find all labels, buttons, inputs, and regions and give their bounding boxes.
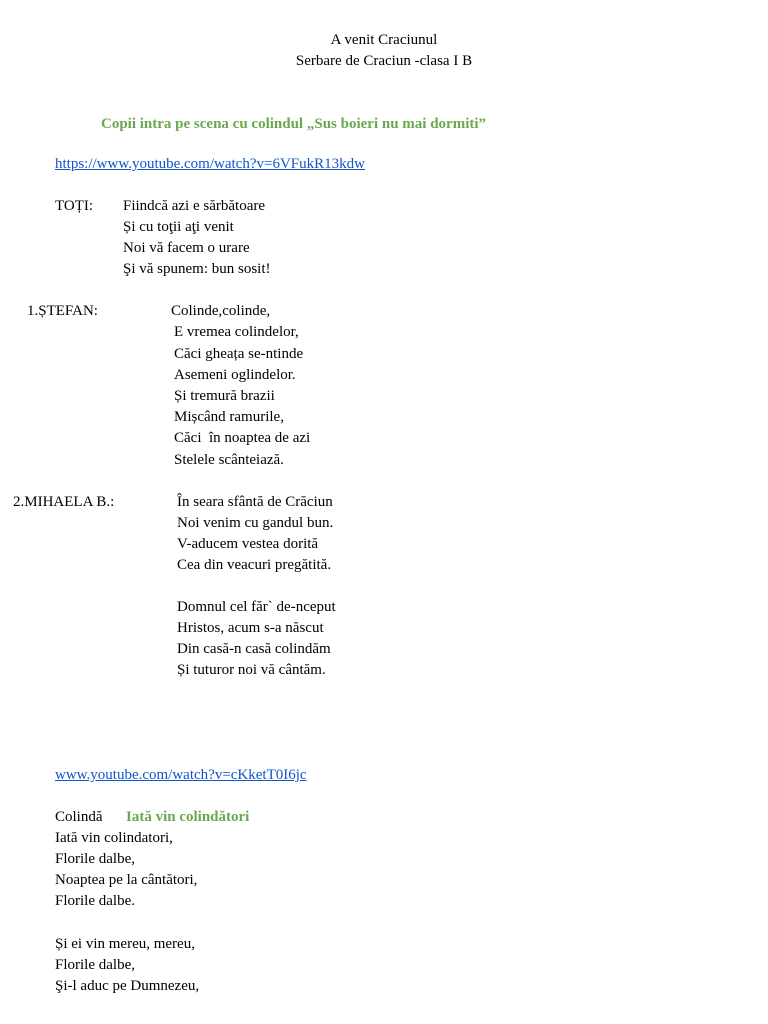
speaker-toti: TOȚI: bbox=[55, 198, 94, 214]
verse-line: Domnul cel făr` de-nceput bbox=[177, 599, 336, 615]
verse-line: Și tuturor noi vă cântăm. bbox=[177, 662, 326, 678]
verse-line: Noaptea pe la cântători, bbox=[55, 872, 198, 888]
verse-line: Din casă-n casă colindăm bbox=[177, 641, 331, 657]
speaker-stefan: 1.ȘTEFAN: bbox=[27, 303, 98, 319]
verse-line: Iată vin colindatori, bbox=[55, 830, 173, 846]
intro-line: Copii intra pe scena cu colindul „Sus boieri nu mai dormiti” bbox=[101, 116, 487, 132]
verse-line: Şi-l aduc pe Dumnezeu, bbox=[55, 978, 200, 994]
verse-line: Şi vă spunem: bun sosit! bbox=[123, 261, 271, 277]
verse-line: Fiindcă azi e sărbătoare bbox=[123, 198, 266, 214]
verse-line: Mișcând ramurile, bbox=[174, 409, 284, 425]
verse-line: Și cu toţii aţi venit bbox=[123, 219, 234, 235]
verse-line: Căci gheața se-ntinde bbox=[174, 346, 304, 362]
verse-line: Asemeni oglindelor. bbox=[174, 367, 296, 383]
carol-title: Iată vin colindători bbox=[126, 809, 250, 825]
verse-line: Florile dalbe. bbox=[55, 893, 135, 909]
verse-line: Și tremură brazii bbox=[174, 388, 275, 404]
youtube-link-2[interactable]: www.youtube.com/watch?v=cKketT0I6jc bbox=[55, 767, 307, 783]
verse-line: Colinde,colinde, bbox=[171, 303, 271, 319]
verse-line: V-aducem vestea dorită bbox=[177, 536, 319, 552]
verse-line: Căci în noaptea de azi bbox=[174, 430, 311, 446]
verse-line: În seara sfântă de Crăciun bbox=[177, 494, 333, 510]
document-subtitle: Serbare de Craciun -clasa I B bbox=[295, 53, 473, 69]
carol-label: Colindă bbox=[55, 809, 103, 825]
verse-line: Noi vă facem o urare bbox=[123, 240, 250, 256]
verse-line: Cea din veacuri pregătită. bbox=[177, 557, 332, 573]
document-title: A venit Craciunul bbox=[330, 32, 438, 48]
verse-line: Noi venim cu gandul bun. bbox=[177, 515, 334, 531]
speaker-mihaela: 2.MIHAELA B.: bbox=[13, 494, 115, 510]
verse-line: Florile dalbe, bbox=[55, 851, 135, 867]
verse-line: E vremea colindelor, bbox=[174, 324, 299, 340]
verse-line: Stelele scânteiază. bbox=[174, 452, 284, 468]
verse-line: Florile dalbe, bbox=[55, 957, 135, 973]
youtube-link-1[interactable]: https://www.youtube.com/watch?v=6VFukR13kdw bbox=[55, 156, 365, 172]
verse-line: Și ei vin mereu, mereu, bbox=[55, 936, 195, 952]
verse-line: Hristos, acum s-a născut bbox=[177, 620, 324, 636]
